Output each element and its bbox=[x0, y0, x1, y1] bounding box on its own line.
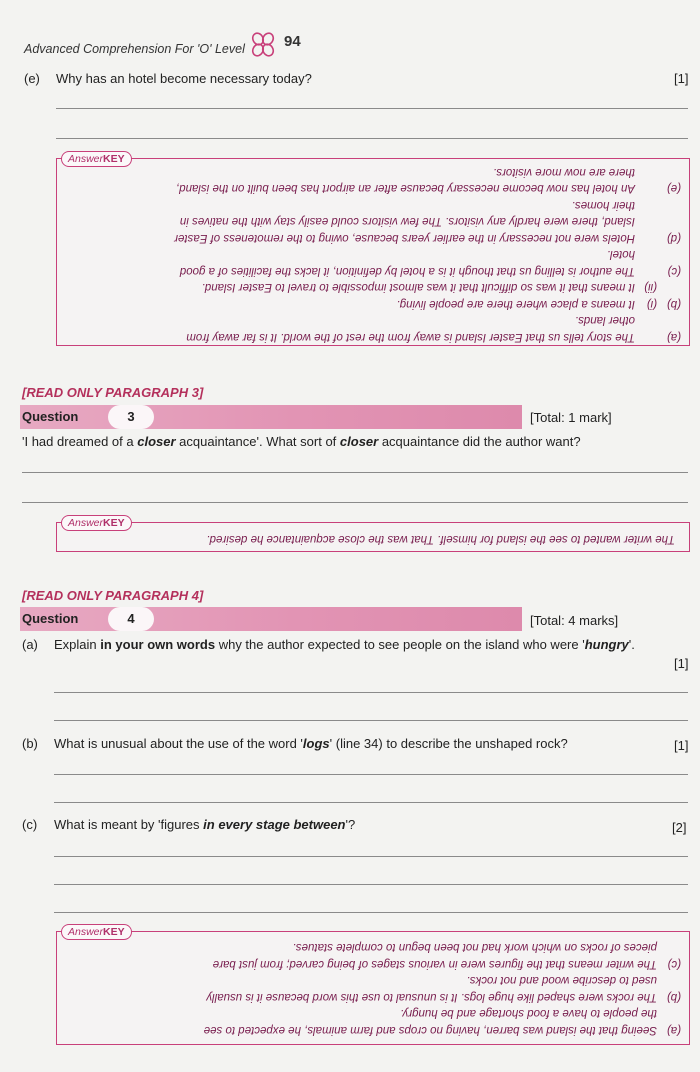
answer-label bbox=[657, 164, 681, 181]
question-number: 3 bbox=[108, 405, 154, 429]
marks: [1] bbox=[674, 71, 689, 86]
answer-row bbox=[174, 213, 681, 230]
answer-text: used to describe wood and not rocks. bbox=[466, 974, 657, 987]
answer-line[interactable] bbox=[22, 472, 688, 473]
answer-line[interactable] bbox=[56, 138, 688, 139]
answer-row bbox=[174, 230, 681, 247]
answer-text: The author is telling us that though it is a hotel by definition, it lacks the facilities of a good bbox=[179, 265, 635, 277]
answer-line[interactable] bbox=[56, 108, 688, 109]
answer-key-box bbox=[56, 517, 690, 552]
answer-row bbox=[174, 263, 681, 280]
answer-row bbox=[204, 956, 681, 973]
answer-label bbox=[657, 213, 681, 230]
answer-text: The writer means that the figures were in various stages of being carved; from just bare bbox=[212, 958, 657, 970]
answer-label: (d) bbox=[666, 232, 681, 244]
answer-line[interactable] bbox=[54, 720, 688, 721]
answer-row bbox=[174, 279, 681, 296]
question-label: (a) bbox=[22, 637, 38, 652]
read-instruction: [READ ONLY PARAGRAPH 4] bbox=[22, 588, 204, 603]
answer-key-box bbox=[56, 926, 690, 1045]
answer-key-content bbox=[69, 159, 681, 345]
answer-text: their homes. bbox=[571, 199, 635, 211]
answer-label bbox=[657, 1005, 681, 1022]
marks: [2] bbox=[672, 820, 687, 835]
answer-label bbox=[657, 197, 681, 214]
question-label: (c) bbox=[22, 817, 38, 832]
read-instruction: [READ ONLY PARAGRAPH 3] bbox=[22, 385, 204, 400]
answer-text: pieces of rocks on which work had not been begun to complete statues. bbox=[292, 941, 657, 954]
question-label: (b) bbox=[22, 736, 38, 751]
answer-key-content bbox=[69, 529, 675, 547]
question-label: Question bbox=[22, 409, 79, 424]
answer-label: (c) bbox=[667, 958, 681, 970]
question-bar bbox=[20, 405, 522, 429]
marks: [1] bbox=[674, 656, 689, 671]
answer-text: It means a place where there are people living. bbox=[396, 298, 635, 310]
question-bar bbox=[20, 607, 522, 631]
answer-key-label: AnswerKEY bbox=[61, 151, 132, 167]
answer-key-box bbox=[56, 153, 690, 346]
book-title: Advanced Comprehension For 'O' Level bbox=[24, 42, 245, 56]
question-text: Why has an hotel become necessary today? bbox=[56, 71, 312, 86]
answer-line[interactable] bbox=[54, 884, 688, 885]
answer-sublabel bbox=[635, 246, 657, 263]
answer-row bbox=[174, 246, 681, 263]
question-label: (e) bbox=[24, 71, 40, 86]
question-label: Question bbox=[22, 611, 79, 626]
answer-text: The writer wanted to see the island for himself. That was the close acquaintance he desired. bbox=[206, 533, 675, 545]
answer-text: Island, there were hardly any visitors. The few visitors could easily stay with the natives in bbox=[179, 215, 635, 228]
answer-row bbox=[174, 296, 681, 313]
answer-sublabel bbox=[635, 263, 657, 280]
answer-label bbox=[657, 279, 681, 296]
answer-row bbox=[204, 972, 681, 989]
answer-row bbox=[174, 312, 681, 329]
answer-row bbox=[204, 939, 681, 956]
answer-row bbox=[204, 989, 681, 1006]
answer-row bbox=[174, 329, 681, 346]
answer-sublabel bbox=[635, 180, 657, 197]
answer-sublabel bbox=[635, 230, 657, 247]
total-marks: [Total: 4 marks] bbox=[530, 613, 619, 628]
answer-label: (c) bbox=[667, 265, 681, 277]
answer-line[interactable] bbox=[22, 502, 688, 503]
answer-line[interactable] bbox=[54, 802, 688, 803]
answer-text: the people to have a food shortage and be hungry. bbox=[400, 1007, 657, 1020]
answer-key-label: AnswerKEY bbox=[61, 515, 132, 531]
answer-row bbox=[204, 1022, 681, 1039]
answer-sublabel bbox=[635, 213, 657, 230]
answer-text: there are now more visitors. bbox=[493, 166, 635, 178]
answer-sublabel bbox=[635, 312, 657, 329]
answer-label bbox=[657, 939, 681, 956]
answer-text: It means that it was so difficult that it was almost impossible to travel to Easter Island. bbox=[201, 281, 635, 294]
answer-line[interactable] bbox=[54, 692, 688, 693]
answer-label: (b) bbox=[666, 298, 681, 310]
answer-label: (e) bbox=[666, 182, 681, 195]
answer-key-content bbox=[69, 932, 681, 1044]
answer-label bbox=[657, 246, 681, 263]
page-number: 94 bbox=[284, 33, 301, 50]
question-text: What is unusual about the use of the word 'logs' (line 34) to describe the unshaped rock? bbox=[54, 736, 568, 751]
answer-line[interactable] bbox=[54, 912, 688, 913]
question-text: What is meant by 'figures in every stage between'? bbox=[54, 817, 356, 832]
answer-label bbox=[657, 312, 681, 329]
answer-row bbox=[174, 164, 681, 181]
answer-key-label: AnswerKEY bbox=[61, 924, 132, 940]
question-number: 4 bbox=[108, 607, 154, 631]
answer-line[interactable] bbox=[54, 856, 688, 857]
answer-row bbox=[174, 197, 681, 214]
flower-logo-icon bbox=[249, 30, 277, 60]
answer-row bbox=[204, 1005, 681, 1022]
answer-line[interactable] bbox=[54, 774, 688, 775]
answer-text: Seeing that the island was barren, having no crops and farm animals, he expected to see bbox=[203, 1024, 657, 1036]
answer-label bbox=[657, 972, 681, 989]
answer-sublabel bbox=[635, 329, 657, 346]
question-text: Explain in your own words why the author expected to see people on the island who were 'hungry'. bbox=[54, 637, 635, 652]
answer-text: The story tells us that Easter Island is away from the rest of the world. It is far away from bbox=[186, 331, 635, 343]
answer-text: Hotels were not necessary in the earlier years because, owing to the remoteness of Easter bbox=[174, 232, 635, 244]
answer-text: other lands. bbox=[574, 314, 635, 327]
answer-sublabel: (i) bbox=[646, 298, 657, 310]
answer-text: An hotel has now become necessary because after an airport has been built on the island, bbox=[175, 182, 635, 195]
answer-row bbox=[174, 180, 681, 197]
answer-text: hotel. bbox=[606, 248, 635, 261]
answer-label: (a) bbox=[666, 331, 681, 343]
answer-label: (b) bbox=[666, 991, 681, 1003]
total-marks: [Total: 1 mark] bbox=[530, 410, 612, 425]
answer-label: (a) bbox=[666, 1024, 681, 1036]
marks: [1] bbox=[674, 738, 689, 753]
answer-sublabel bbox=[635, 197, 657, 214]
answer-sublabel bbox=[635, 164, 657, 181]
answer-sublabel: (ii) bbox=[644, 281, 657, 294]
question-text: 'I had dreamed of a closer acquaintance'. What sort of closer acquaintance did the author want? bbox=[22, 434, 581, 449]
answer-text: The rocks were shaped like huge logs. It is unusual to use this word because it is usually bbox=[206, 991, 657, 1003]
